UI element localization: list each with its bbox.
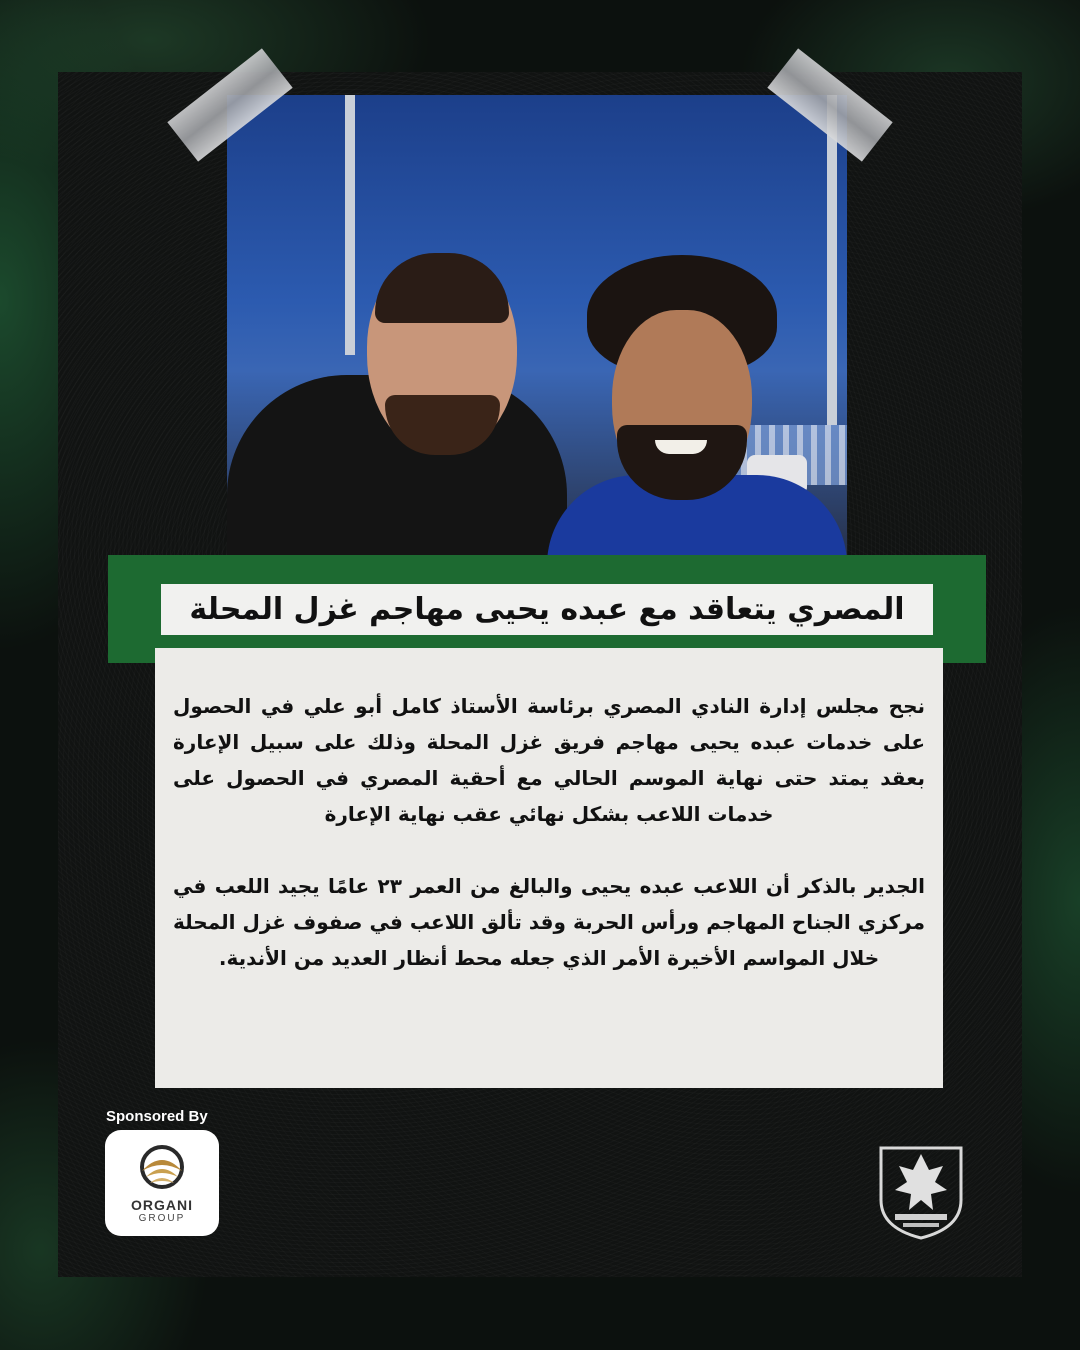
players-photo (227, 95, 847, 555)
sponsor-label: Sponsored By (106, 1108, 208, 1125)
article-card (155, 648, 943, 1088)
headline-title: المصري يتعاقد مع عبده يحيى مهاجم غزل المحلة (161, 584, 932, 635)
club-crest-icon (873, 1140, 969, 1240)
article-paragraph-2: الجدير بالذكر أن اللاعب عبده يحيى والبالغ من العمر ٢٣ عامًا يجيد اللعب في مركزي الجناح المهاجم ورأس الحربة وقد تألق اللاعب في صفوف غزل المحلة خلال المواسم الأخيرة الأمر الذي جعله محط أنظار العديد من الأندية. (173, 874, 925, 970)
light-pole (827, 95, 837, 425)
person-left-hair (375, 253, 509, 323)
light-pole (345, 95, 355, 355)
person-right-smile (655, 440, 707, 454)
sponsor-sub: GROUP (138, 1212, 186, 1224)
article-paragraph-1: نجح مجلس إدارة النادي المصري برئاسة الأستاذ كامل أبو علي في الحصول على خدمات عبده يحيى مهاجم فريق غزل المحلة وذلك على سبيل الإعارة بعقد يمتد حتى نهاية الموسم الحالي مع أحقية المصري في الحصول على خدمات اللاعب بشكل نهائي عقب نهاية الإعارة (173, 694, 925, 826)
sponsor-name: ORGANI (131, 1196, 193, 1213)
sponsor-logo-box (105, 1130, 219, 1236)
organi-group-logo-icon (132, 1143, 192, 1195)
headline-banner (108, 555, 986, 663)
